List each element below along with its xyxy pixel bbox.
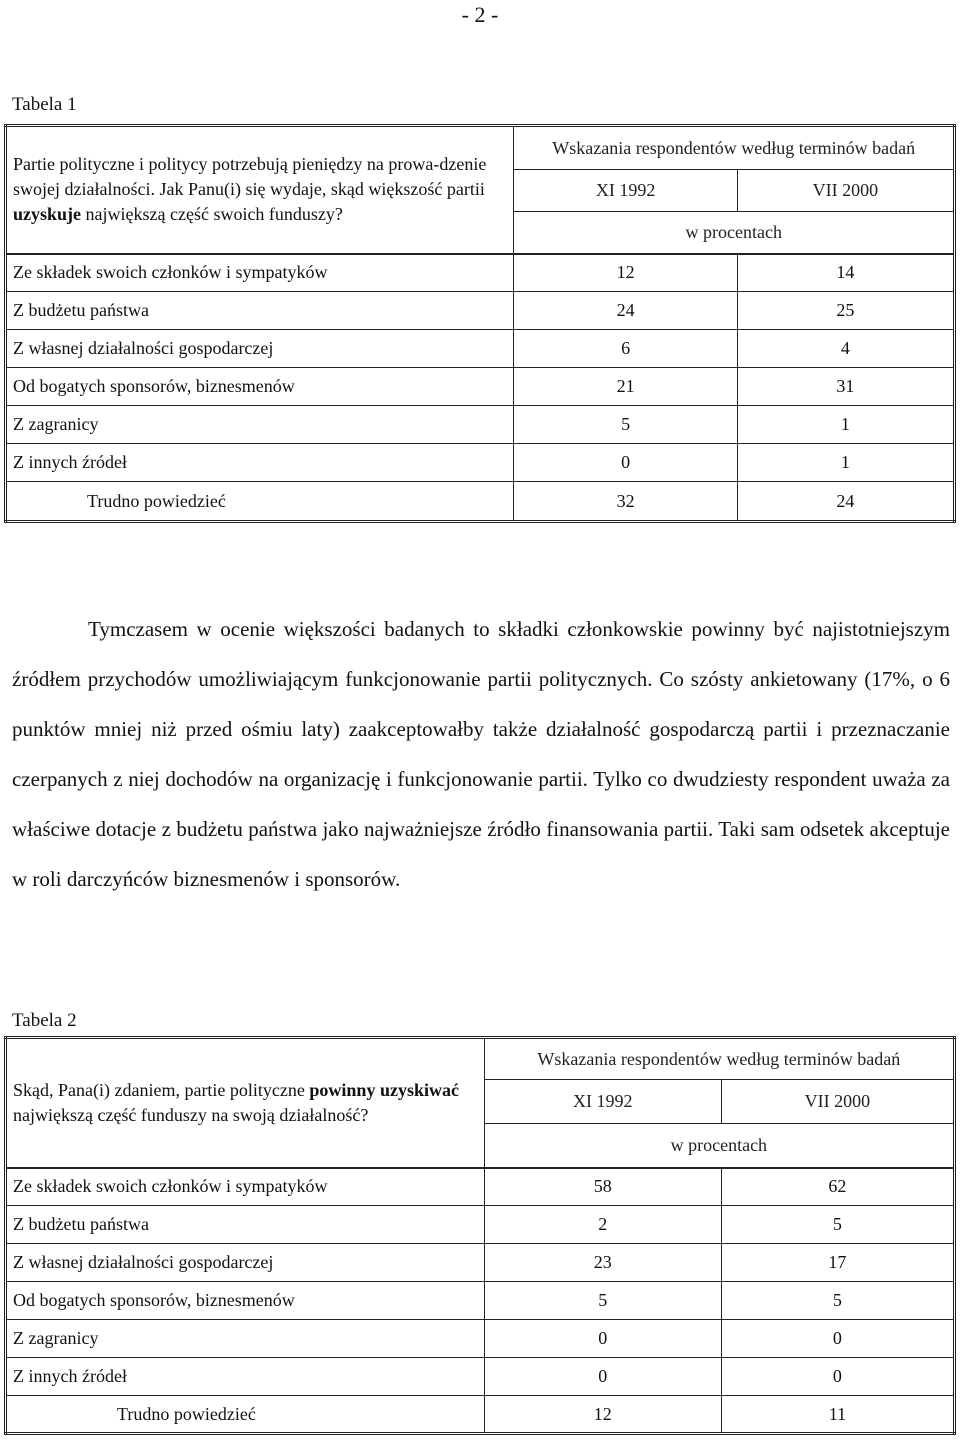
table1-unit: w procentach bbox=[514, 212, 955, 254]
page-number: - 2 - bbox=[461, 2, 499, 27]
table1-header: Wskazania respondentów według terminów badań bbox=[514, 126, 955, 170]
table-row: Od bogatych sponsorów, biznesmenów 5 5 bbox=[6, 1282, 955, 1320]
table-row: Od bogatych sponsorów, biznesmenów 21 31 bbox=[6, 368, 955, 406]
table2-question: Skąd, Pana(i) zdaniem, partie polityczne powinny uzyskiwać największą część funduszy na swoją działalność? bbox=[6, 1038, 485, 1168]
table-row: Z własnej działalności gospodarczej 23 17 bbox=[6, 1244, 955, 1282]
table-row: Z innych źródeł 0 1 bbox=[6, 444, 955, 482]
table-row: Z zagranicy 0 0 bbox=[6, 1320, 955, 1358]
table1-col-2000: VII 2000 bbox=[737, 170, 954, 212]
table-row: Ze składek swoich członków i sympatyków 58 62 bbox=[6, 1168, 955, 1206]
table-row: Trudno powiedzieć 32 24 bbox=[6, 482, 955, 522]
table1-question: Partie polityczne i politycy potrzebują pieniędzy na prowa-dzenie swojej działalności. Jak Panu(i) się wydaje, skąd większość partii uzyskuje największą część swoich funduszy? bbox=[6, 126, 514, 254]
table2 bbox=[4, 1036, 956, 1435]
table2-header: Wskazania respondentów według terminów badań bbox=[484, 1038, 954, 1080]
table2-col-1992: XI 1992 bbox=[484, 1080, 721, 1124]
table1 bbox=[4, 124, 956, 523]
table2-unit: w procentach bbox=[484, 1124, 954, 1168]
table-row: Z własnej działalności gospodarczej 6 4 bbox=[6, 330, 955, 368]
body-paragraph: Tymczasem w ocenie większości badanych to składki członkowskie powinny być najistotniejszym źródłem przychodów umożliwiającym funkcjonowanie partii politycznych. Co szósty ankietowany (17%, o 6 punktów mniej niż przed ośmiu laty) zaakceptowałby także działalność gospodarczą partii i przeznaczanie czerpanych z niej dochodów na organizację i funkcjonowanie partii. Tylko co dwudziesty respondent uważa za właściwe dotacje z budżetu państwa jako najważniejsze źródło finansowania partii. Taki sam odsetek akceptuje w roli darczyńców biznesmenów i sponsorów. bbox=[12, 617, 950, 891]
table2-col-2000: VII 2000 bbox=[721, 1080, 954, 1124]
table2-caption: Tabela 2 bbox=[12, 1010, 77, 1031]
table-row: Ze składek swoich członków i sympatyków 12 14 bbox=[6, 254, 955, 292]
table-row: Z innych źródeł 0 0 bbox=[6, 1358, 955, 1396]
table-row: Trudno powiedzieć 12 11 bbox=[6, 1396, 955, 1434]
table-row: Z budżetu państwa 2 5 bbox=[6, 1206, 955, 1244]
table1-col-1992: XI 1992 bbox=[514, 170, 737, 212]
table-row: Z zagranicy 5 1 bbox=[6, 406, 955, 444]
table1-caption: Tabela 1 bbox=[12, 94, 77, 115]
table-row: Z budżetu państwa 24 25 bbox=[6, 292, 955, 330]
